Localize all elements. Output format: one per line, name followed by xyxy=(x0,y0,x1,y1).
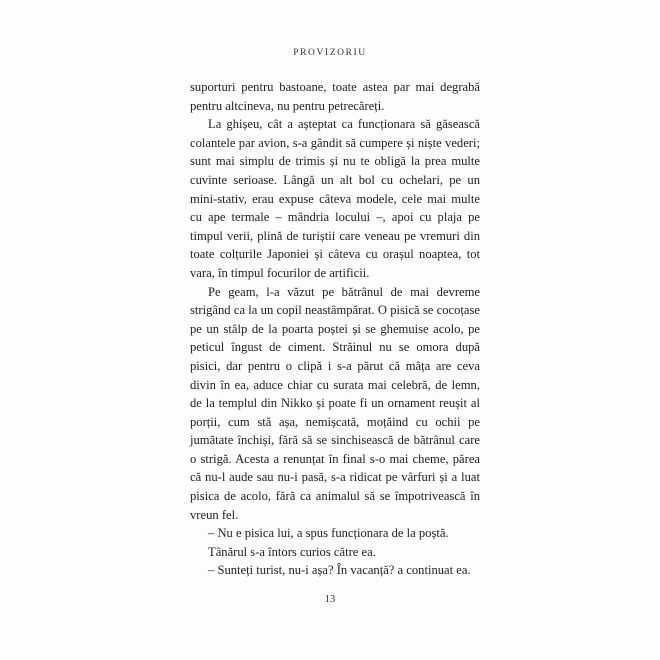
body-text xyxy=(190,78,480,580)
paragraph: Tânărul s-a întors curios către ea. xyxy=(208,544,376,559)
paragraph: suporturi pentru bastoane, toate astea par mai degrabă pentru altcineva, nu pentru petrecăreți. xyxy=(190,80,480,113)
page-number: 13 xyxy=(324,594,336,605)
paragraph: Pe geam, l-a văzut pe bătrânul de mai devreme strigând ca la un copil neastâmpărat. O pisică se cocoțase pe un stâlp de la poarta poștei și se ghemuise acolo, pe peticul îngust de ciment. Străinul nu se omora după pisici, dar pentru o clipă i s-a părut că mâța are ceva divin în ea, aduce chiar cu surata mai celebră, de lemn, de la templul din Nikko și poate fi un ornament reușit al porții, cum stă așa, nemișcată, moțăind cu ochii pe jumătate închiși, fără să se sinchisească de bătrânul care o strigă. Acesta a renunțat în final s-o mai cheme, părea că nu-l aude sau nu-i pasă, s-a ridicat pe vârfuri și a luat pisica de acolo, fără ca animalul să se împotrivească în vreun fel. xyxy=(190,284,480,522)
dialogue-line: – Sunteți turist, nu-i așa? În vacanță? a continuat ea. xyxy=(208,563,471,578)
running-head: PROVIZORIU xyxy=(293,48,367,58)
dialogue-line: – Nu e pisica lui, a spus funcționara de la poștă. xyxy=(208,526,449,541)
paragraph: La ghișeu, cât a așteptat ca funcționara să găsească colantele par avion, s-a gândit să cumpere și niște vederi; sunt mai simplu de trimis și nu te obligă la prea multe cuvinte serioase. Lângă un alt bol cu ochelari, pe un mini-stativ, erau expuse câteva modele, cele mai multe cu ape termale – mândria locului –, apoi cu plaja pe timpul verii, plină de turiștii care veneau pe vremuri din toate colțurile Japoniei și câteva cu orașul noaptea, tot vara, în timpul focurilor de artificii. xyxy=(190,117,480,280)
